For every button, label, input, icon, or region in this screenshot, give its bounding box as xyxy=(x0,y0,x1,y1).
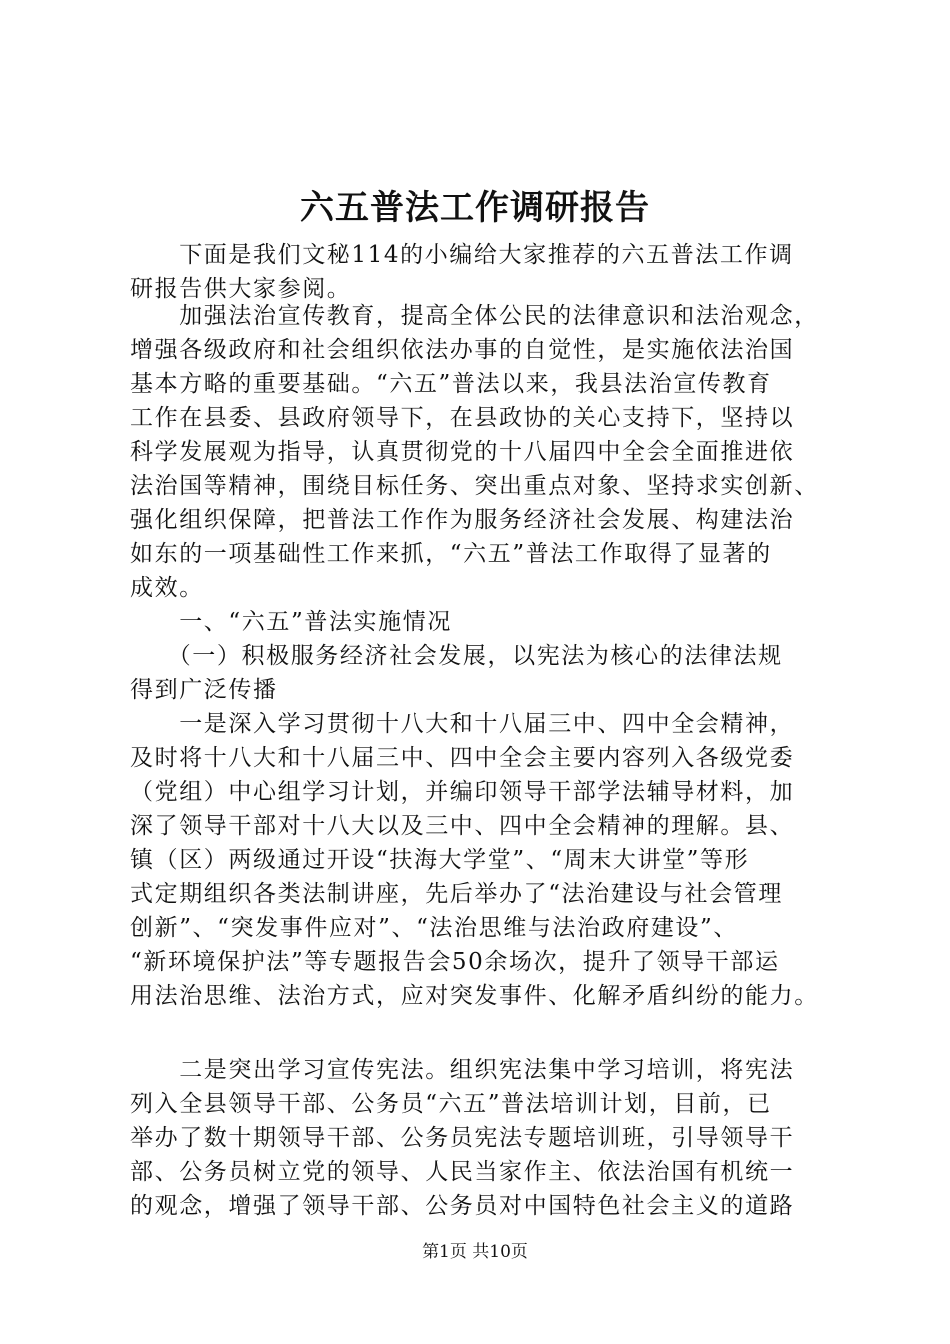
subsection-heading: （一）积极服务经济社会发展，以宪法为核心的法律法规 xyxy=(130,643,783,669)
body-line: 法治国等精神，围绕目标任务、突出重点对象、坚持求实创新、 xyxy=(130,473,819,499)
body-line: 部、公务员树立党的领导、人民当家作主、依法治国有机统一 xyxy=(130,1159,795,1185)
body-line: 用法治思维、法治方式，应对突发事件、化解矛盾纠纷的能力。 xyxy=(130,983,819,1009)
body-line: 二是突出学习宣传宪法。组织宪法集中学习培训，将宪法 xyxy=(130,1057,795,1083)
body-line: 镇（区）两级通过开设“扶海大学堂”、“周末大讲堂”等形 xyxy=(130,847,750,873)
body-line: 及时将十八大和十八届三中、四中全会主要内容列入各级党委 xyxy=(130,745,795,771)
body-line: （党组）中心组学习计划，并编印领导干部学法辅导材料，加 xyxy=(130,779,795,805)
body-line: 增强各级政府和社会组织依法办事的自觉性，是实施依法治国 xyxy=(130,337,795,363)
subsection-heading: 得到广泛传播 xyxy=(130,677,278,703)
body-line: 研报告供大家参阅。 xyxy=(130,276,352,302)
body-line: 如东的一项基础性工作来抓，“六五”普法工作取得了显著的 xyxy=(130,541,772,567)
body-line: 强化组织保障，把普法工作作为服务经济社会发展、构建法治 xyxy=(130,507,795,533)
body-line: “新环境保护法”等专题报告会50余场次，提升了领导干部运 xyxy=(130,949,780,975)
body-line: 加强法治宣传教育，提高全体公民的法律意识和法治观念， xyxy=(130,303,819,329)
body-line: 下面是我们文秘114的小编给大家推荐的六五普法工作调 xyxy=(130,242,794,268)
body-line: 的观念，增强了领导干部、公务员对中国特色社会主义的道路 xyxy=(130,1193,795,1219)
body-line: 一是深入学习贯彻十八大和十八届三中、四中全会精神， xyxy=(130,711,795,737)
body-line: 深了领导干部对十八大以及三中、四中全会精神的理解。县、 xyxy=(130,813,795,839)
body-line: 创新”、“突发事件应对”、“法治思维与法治政府建设”、 xyxy=(130,915,738,941)
page-footer xyxy=(0,1240,950,1264)
body-line: 列入全县领导干部、公务员“六五”普法培训计划，目前，已 xyxy=(130,1091,772,1117)
section-heading: 一、“六五”普法实施情况 xyxy=(130,609,452,635)
body-line: 科学发展观为指导，认真贯彻党的十八届四中全会全面推进依 xyxy=(130,439,795,465)
document-title: 六五普法工作调研报告 xyxy=(300,188,650,228)
body-line: 成效。 xyxy=(130,575,204,601)
body-line: 举办了数十期领导干部、公务员宪法专题培训班，引导领导干 xyxy=(130,1125,795,1151)
body-line: 工作在县委、县政府领导下，在县政协的关心支持下，坚持以 xyxy=(130,405,795,431)
body-line: 式定期组织各类法制讲座，先后举办了“法治建设与社会管理 xyxy=(130,881,783,907)
body-line: 基本方略的重要基础。“六五”普法以来，我县法治宣传教育 xyxy=(130,371,772,397)
page-number: 第1页 共10页 xyxy=(422,1242,528,1262)
